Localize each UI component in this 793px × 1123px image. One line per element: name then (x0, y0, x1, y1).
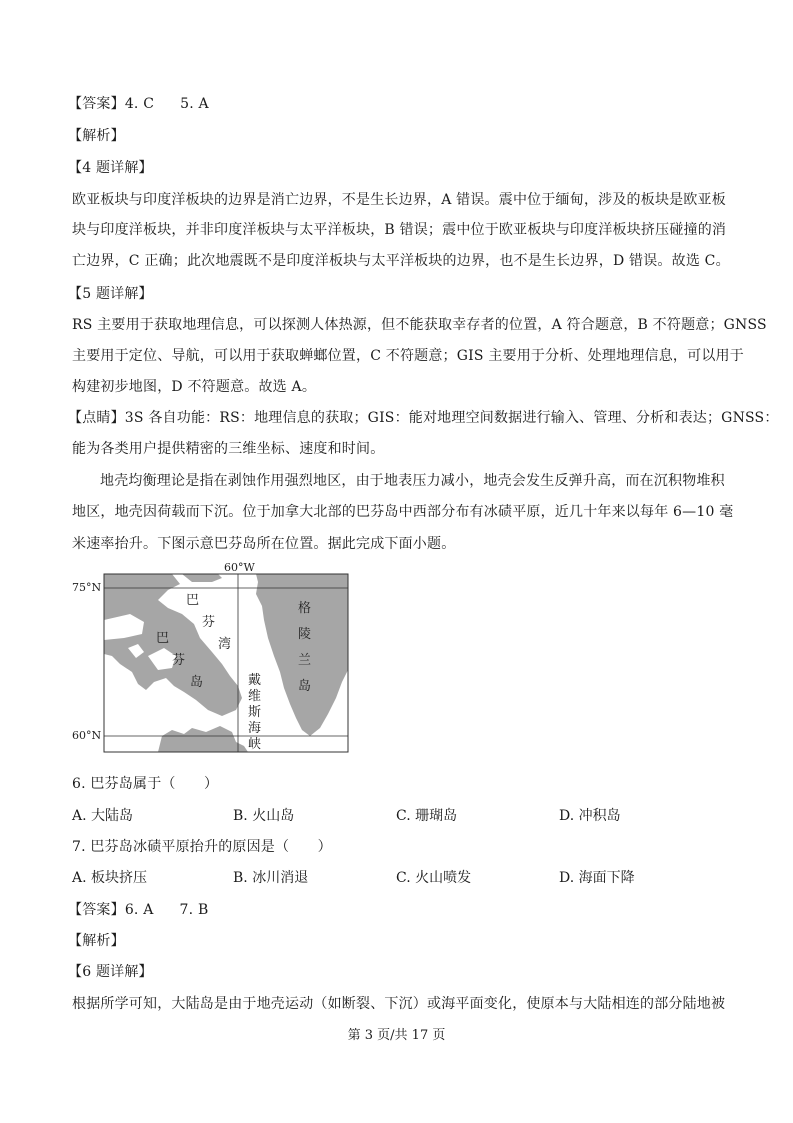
tip-text-line: 【点睛】3S 各自功能：RS：地理信息的获取；GIS：能对地理空间数据进行输入、管理、分析和表达；GNSS： (68, 410, 779, 426)
svg-text:维: 维 (248, 689, 262, 704)
svg-text:巴: 巴 (156, 631, 170, 646)
q5-text-line: 构建初步地图，D 不符题意。故选 A。 (72, 379, 317, 395)
northern-island (182, 574, 222, 582)
q7-option-a[interactable]: A. 板块挤压 (72, 870, 148, 886)
svg-text:芬: 芬 (202, 615, 216, 630)
passage-line: 地壳均衡理论是指在剥蚀作用强烈地区，由于地表压力减小，地壳会发生反弹升高，而在沉积物堆积 (100, 473, 725, 489)
q4-text-line: 亡边界，C 正确；此次地震既不是印度洋板块与太平洋板块的边界，也不是生长边界，D 错误。故选 C。 (72, 253, 730, 269)
mainland-land (158, 726, 248, 752)
svg-text:海: 海 (248, 721, 262, 736)
davis-strait-label (248, 672, 261, 752)
q5-text-line: RS 主要用于获取地理信息，可以探测人体热源，但不能获取幸存者的位置，A 符合题意，B 不符题意；GNSS (72, 317, 767, 333)
baffin-island-map (72, 560, 357, 755)
svg-text:陵: 陵 (298, 627, 312, 642)
lat-label-60: 60°N (72, 729, 102, 742)
svg-text:格: 格 (298, 601, 312, 616)
q6-option-d[interactable]: D. 冲积岛 (559, 808, 621, 824)
tip-text-line: 能为各类用户提供精密的三维坐标、速度和时间。 (72, 441, 385, 457)
map-land-masses (104, 574, 348, 752)
answer-line-4-5 (68, 94, 209, 114)
answer-6: 6. A (124, 902, 154, 918)
q6-question: 6. 巴芬岛属于（ ） (72, 776, 219, 792)
passage-line: 地区，地壳因荷载而下沉。位于加拿大北部的巴芬岛中西部分布有冰碛平原，近几十年来以每年 6—10 毫 (72, 504, 734, 520)
q5-text-line: 主要用于定位、导航，可以用于获取蝉螂位置，C 不符题意；GIS 主要用于分析、处理地理信息，可以用于 (72, 348, 744, 364)
q7-option-b[interactable]: B. 冰川消退 (233, 870, 309, 886)
q5-heading: 【5 题详解】 (68, 286, 153, 302)
q7-option-c[interactable]: C. 火山喷发 (396, 870, 472, 886)
svg-text:斯: 斯 (248, 705, 262, 720)
svg-text:兰: 兰 (298, 653, 312, 668)
answer-label: 【答案】 (68, 902, 125, 918)
q6-text-line: 根据所学可知，大陆岛是由于地壳运动（如断裂、下沉）或海平面变化，使原本与大陆相连的部分陆地被 (72, 996, 726, 1012)
passage-line: 米速率抬升。下图示意巴芬岛所在位置。据此完成下面小题。 (72, 536, 456, 552)
svg-text:岛: 岛 (298, 679, 312, 694)
answer-label: 【答案】 (68, 96, 125, 112)
q6-option-b[interactable]: B. 火山岛 (233, 808, 295, 824)
answer-4: 4. C (124, 96, 155, 112)
q6-option-a[interactable]: A. 大陆岛 (72, 808, 134, 824)
q7-option-d[interactable]: D. 海面下降 (559, 870, 635, 886)
q7-question: 7. 巴芬岛冰碛平原抬升的原因是（ ） (72, 839, 332, 855)
answer-line-6-7 (68, 900, 209, 920)
lat-label-75: 75°N (72, 581, 102, 594)
svg-text:巴: 巴 (186, 593, 200, 608)
q4-heading: 【4 题详解】 (68, 160, 153, 176)
answer-7: 7. B (179, 902, 209, 918)
lon-label-60w: 60°W (224, 561, 255, 574)
analysis-label: 【解析】 (68, 933, 125, 949)
q4-text-line: 块与印度洋板块，并非印度洋板块与太平洋板块，B 错误；震中位于欧亚板块与印度洋板块挤压碰撞的消 (72, 222, 727, 238)
analysis-label: 【解析】 (68, 128, 125, 144)
svg-text:岛: 岛 (190, 675, 204, 690)
svg-text:芬: 芬 (172, 653, 186, 668)
q6-heading: 【6 题详解】 (68, 964, 153, 980)
q6-option-c[interactable]: C. 珊瑚岛 (396, 808, 458, 824)
svg-text:峡: 峡 (248, 737, 262, 752)
q4-text-line: 欧亚板块与印度洋板块的边界是消亡边界，不是生长边界，A 错误。震中位于缅甸，涉及的板块是欧亚板 (72, 192, 726, 208)
svg-text:戴: 戴 (248, 673, 262, 688)
answer-5: 5. A (180, 96, 209, 112)
page-footer: 第 3 页/共 17 页 (347, 1028, 446, 1043)
svg-text:湾: 湾 (218, 637, 232, 652)
